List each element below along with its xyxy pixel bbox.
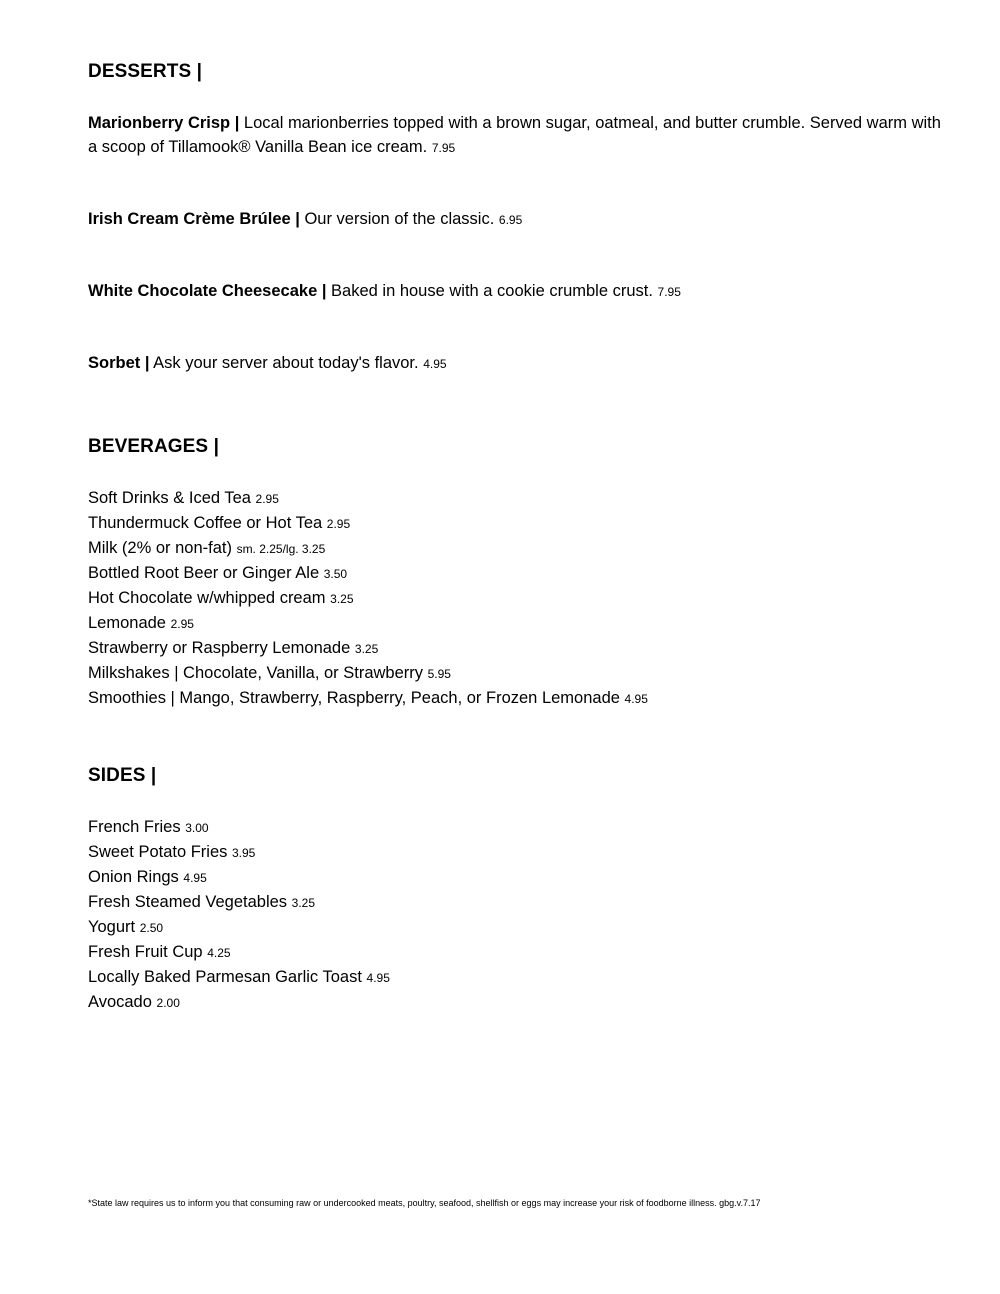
dessert-price: 6.95 [498,213,523,227]
list-item [88,965,390,990]
item-price: 3.25 [330,592,354,606]
sides-list [88,815,390,1015]
item-name: Hot Chocolate w/whipped cream [88,589,326,607]
item-price: 4.95 [366,971,390,985]
dessert-name: Irish Cream Crème Brúlee | [88,210,300,228]
item-price: 2.50 [139,921,164,935]
dessert-description: Ask your server about today's flavor. [149,354,419,372]
item-price: 4.95 [183,871,207,885]
list-item [88,661,648,686]
menu-page [88,0,948,1294]
list-item [88,890,390,915]
list-item [88,840,390,865]
list-item [88,815,390,840]
item-price: 3.25 [354,642,379,656]
dessert-price: 7.95 [431,141,456,155]
dessert-item-sorbet [88,351,948,376]
dessert-description: Baked in house with a cookie crumble crust. [326,282,653,300]
dessert-price: 7.95 [657,285,681,299]
item-name: Locally Baked Parmesan Garlic Toast [88,968,362,986]
list-item [88,915,390,940]
item-name: Fresh Steamed Vegetables [88,893,288,911]
item-name: Yogurt [88,918,136,936]
item-name: Soft Drinks & Iced Tea [88,489,251,507]
item-name: Strawberry or Raspberry Lemonade [88,639,351,657]
item-price: 5.95 [427,667,451,681]
list-item [88,990,390,1015]
dessert-item-marionberry-crisp [88,111,948,160]
item-name: Milk (2% or non-fat) [88,539,232,557]
dessert-item-cheesecake [88,279,948,304]
dessert-item-creme-brulee [88,207,948,232]
sides-heading: SIDES | [88,765,157,786]
dessert-description: Our version of the classic. [299,210,495,228]
item-price: 4.25 [207,946,231,960]
dessert-name: Sorbet | [88,354,150,372]
item-price: 4.95 [624,692,648,706]
list-item [88,611,648,636]
item-name: Bottled Root Beer or Ginger Ale [88,564,320,582]
item-name: Milkshakes | Chocolate, Vanilla, or Strawberry [88,664,424,682]
item-name: Avocado [88,993,152,1011]
list-item [88,686,648,711]
item-name: Thundermuck Coffee or Hot Tea [88,514,323,532]
list-item [88,486,648,511]
item-price: 2.95 [255,492,279,506]
item-price: 2.95 [170,617,194,631]
food-safety-disclaimer: *State law requires us to inform you that consuming raw or undercooked meats, poultry, seafood, shellfish or eggs may increase your risk of foodborne illness. gbg.v.7.17 [88,1198,761,1208]
item-price: 3.50 [323,567,348,581]
item-name: Onion Rings [88,868,179,886]
item-price: 3.95 [232,846,256,860]
dessert-description: Local marionberries topped with a brown sugar, oatmeal, and butter crumble. Served warm with a scoop of Tillamook® Vanilla Bean ice cream. [88,114,941,156]
item-price: 2.00 [156,996,180,1010]
item-name: Fresh Fruit Cup [88,943,203,961]
item-name: French Fries [88,818,181,836]
item-price: 3.00 [185,821,209,835]
item-price: sm. 2.25/lg. 3.25 [236,542,326,556]
item-price: 2.95 [326,517,351,531]
dessert-name: Marionberry Crisp | [88,114,240,132]
item-name: Smoothies | Mango, Strawberry, Raspberry, Peach, or Frozen Lemonade [88,689,620,707]
list-item [88,511,648,536]
list-item [88,536,648,561]
list-item [88,636,648,661]
item-name: Sweet Potato Fries [88,843,228,861]
item-price: 3.25 [291,896,315,910]
desserts-heading: DESSERTS | [88,61,203,82]
dessert-price: 4.95 [423,357,447,371]
list-item [88,561,648,586]
list-item [88,865,390,890]
list-item [88,586,648,611]
dessert-name: White Chocolate Cheesecake | [88,282,327,300]
beverages-heading: BEVERAGES | [88,436,220,457]
beverages-list [88,486,648,711]
list-item [88,940,390,965]
item-name: Lemonade [88,614,166,632]
